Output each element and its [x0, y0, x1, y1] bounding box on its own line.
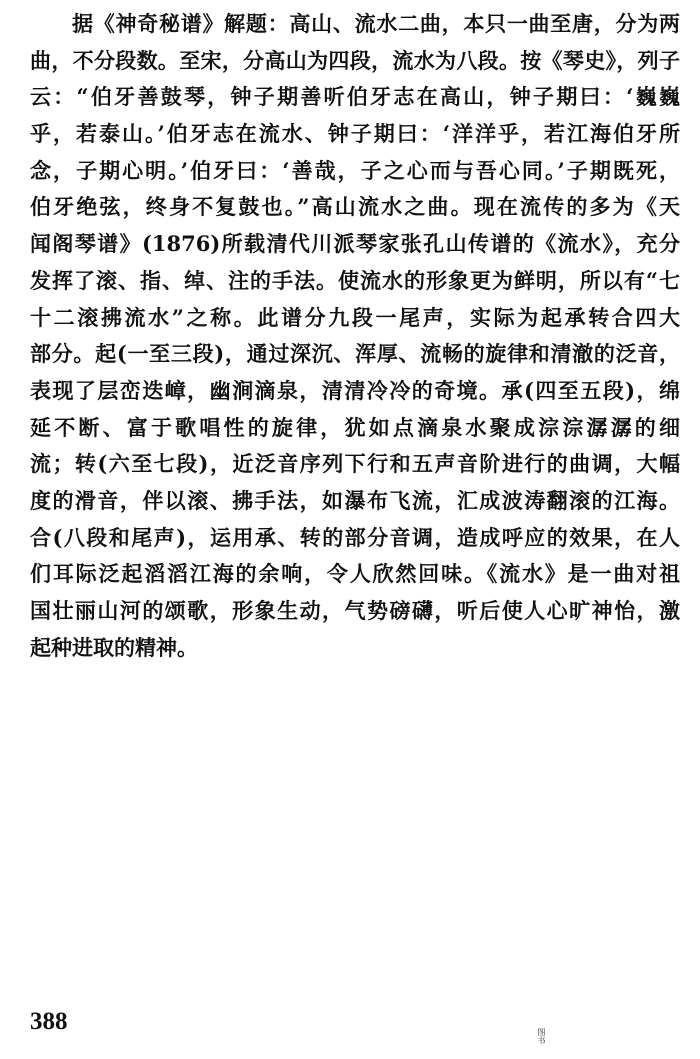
text-line: 度的滑音，伴以滚、拂手法，如瀑布飞流，汇成波涛翻滚的江海。 [30, 487, 680, 513]
text-line: 流；转(六至七段)，近泛音序列下行和五声音阶进行的曲调，大幅 [30, 451, 680, 477]
text-line: 国壮丽山河的颂歌，形象生动，气势磅礴，听后使人心旷神怡，激 [30, 598, 680, 623]
text-line: 合(八段和尾声)，运用承、转的部分音调，造成呼应的效果，在人 [30, 524, 680, 550]
corner-mark: 图书 [537, 1028, 546, 1044]
page-number: 388 [30, 1008, 68, 1035]
text-line: 曲，不分段数。至宋，分高山为四段，流水为八段。按《琴史》，列子 [30, 47, 680, 73]
text-line: 伯牙绝弦，终身不复鼓也。”高山流水之曲。现在流传的多为《天 [30, 194, 680, 220]
text-line: 云：“伯牙善鼓琴，钟子期善听伯牙志在高山，钟子期曰：‘巍巍 [30, 84, 680, 110]
text-line: 延不断、富于歌唱性的旋律，犹如点滴泉水聚成淙淙潺潺的细 [30, 414, 680, 440]
text-line: 念，子期心明。’伯牙曰：‘善哉，子之心而与吾心同。’子期既死， [30, 157, 680, 183]
body-paragraph [30, 6, 680, 666]
text-line: 十二滚拂流水”之称。此谱分九段一尾声，实际为起承转合四大 [30, 304, 680, 330]
text-line: 们耳际泛起滔滔江海的余响，令人欣然回味。《流水》是一曲对祖 [30, 561, 680, 587]
text-line: 部分。起(一至三段)，通过深沉、浑厚、流畅的旋律和清澈的泛音， [30, 341, 680, 367]
text-line: 表现了层峦迭嶂，幽涧滴泉，清清冷冷的奇境。承(四至五段)，绵 [30, 377, 680, 403]
text-line: 发挥了滚、指、绰、注的手法。使流水的形象更为鲜明，所以有“七 [30, 267, 680, 293]
text-line: 闻阁琴谱》(1876)所载清代川派琴家张孔山传谱的《流水》，充分 [30, 231, 680, 257]
text-line: 乎，若泰山。’伯牙志在流水、钟子期曰：‘洋洋乎，若江海伯牙所 [30, 121, 680, 147]
text-line: 起种进取的精神。 [30, 634, 198, 660]
text-line: 据《神奇秘谱》解题：高山、流水二曲，本只一曲至唐，分为两 [72, 11, 680, 36]
